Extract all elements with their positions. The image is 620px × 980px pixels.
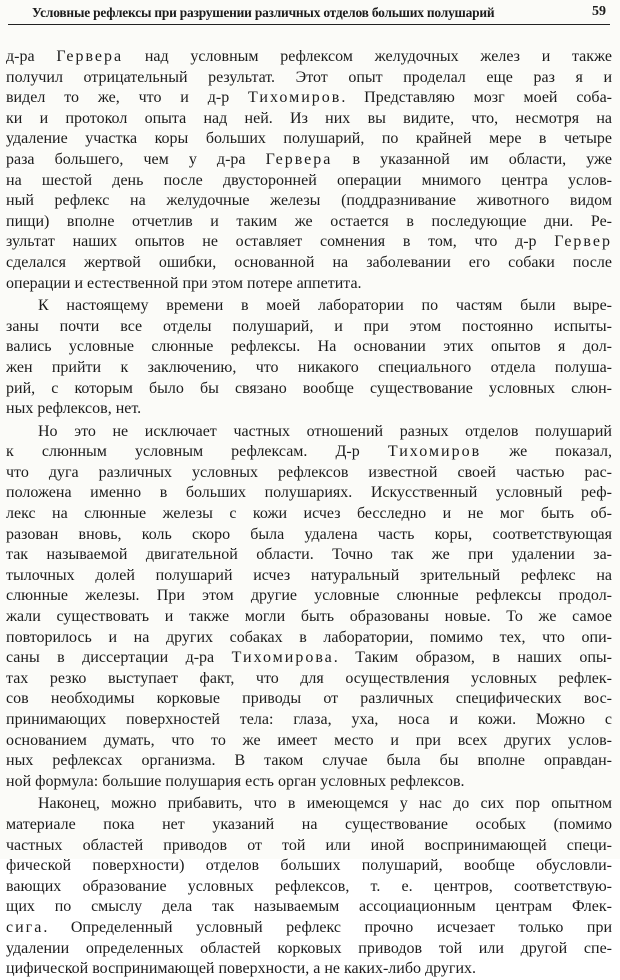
text-line: удаление участка коры больших полушарий, по крайней мере в четыре <box>6 130 612 148</box>
text-line: ный рефлекс на желудочные железы (поддразнивание животного видом <box>6 192 612 210</box>
paragraph-first-line: К настоящему времени в моей лаборатории по частям были выре- <box>38 297 612 315</box>
text-line: тах резко выступает факт, что для осуществления условных рефлек- <box>6 669 612 687</box>
body-text <box>6 47 612 980</box>
text-line: вающих образование условных рефлексов, т. е. центров, соответствую- <box>6 877 612 895</box>
running-header <box>8 2 610 25</box>
text-line: заны почти все отделы полушарий, и при этом постоянно испыты- <box>6 317 612 335</box>
text-line: лекс на слюнные железы с кожи исчез бесследно и не мог быть об- <box>6 505 612 523</box>
text-line: рий, с которым было бы связано вообще существование условных слюн- <box>6 379 612 397</box>
text-line: саны в диссертации д-ра Тихомирова. Таким образом, в наших опы- <box>6 649 612 667</box>
text-line: положена именно в больших полушариях. Искусственный условный реф- <box>6 484 612 502</box>
text-line: частных областей приводов от той или иной воспринимающей специ- <box>6 836 612 854</box>
running-header-title: Условные рефлексы при разрушении различных отделов больших полушарий <box>32 5 495 20</box>
text-line: повторилось и на других собаках в лаборатории, помимо тех, что опи- <box>6 628 612 646</box>
text-line: основанием думать, что то же имеет место и при всех других услов- <box>6 731 612 749</box>
text-line: видел то же, что и д-р Тихомиров. Представляю мозг моей соба- <box>6 89 612 107</box>
text-line: пищи) вполне отчетлив и таким же остается в последующие дни. Ре- <box>6 212 612 230</box>
text-line: зультат наших опытов не оставляет сомнения в том, что д-р Гервер <box>6 233 612 251</box>
text-line: сига. Определенный условный рефлекс прочно исчезает только при <box>6 918 612 936</box>
text-line: цифической воспринимающей поверхности, а не каких-либо других. <box>6 960 477 978</box>
text-line: к слюнным условным рефлексам. Д-р Тихомиров же показал, <box>6 443 612 461</box>
text-line: на шестой день после двусторонней операции мнимого центра услов- <box>6 171 612 189</box>
text-line: что дуга различных условных рефлексов известной своей частью рас- <box>6 463 612 481</box>
text-line: разован вновь, коль скоро была удалена часть коры, соответствующая <box>6 525 612 543</box>
text-line: так называемой двигательной области. Точно так же при удалении за- <box>6 546 612 564</box>
text-line: получил отрицательный результат. Этот опыт проделал еще раз я и <box>6 68 612 86</box>
text-line: вались условные слюнные рефлексы. На основании этих опытов я дол- <box>6 338 612 356</box>
text-line: фической поверхности) отделов больших полушарий, вообще обусловли- <box>6 857 612 875</box>
page-number: 59 <box>592 4 606 19</box>
paragraph-first-line: Но это не исключает частных отношений разных отделов полушарий <box>38 422 612 440</box>
text-line: слюнные железы. При этом другие условные слюнные рефлексы продол- <box>6 587 612 605</box>
text-line: щих по смыслу дела так называемым ассоциационным центрам Флек- <box>6 898 612 916</box>
text-line: ной формула: большие полушария есть орган условных рефлексов. <box>6 772 465 790</box>
text-line: раза большего, чем у д-ра Гервера в указанной им области, уже <box>6 150 612 168</box>
text-line: сов необходимы корковые приводы от различных специфических вос- <box>6 690 612 708</box>
text-line: ных рефлексов, нет. <box>6 400 142 418</box>
text-line: операции и естественной при этом потере аппетита. <box>6 274 362 292</box>
text-line: жали существовать и также могли быть образованы новые. То же самое <box>6 608 612 626</box>
text-line: материале пока нет указаний на существование особых (помимо <box>6 815 612 833</box>
text-line: д-ра Гервера над условным рефлексом желудочных желез и также <box>6 48 612 65</box>
text-line: ных рефлексах организма. В таком случае была бы вполне оправдан- <box>6 752 612 770</box>
text-line: принимающих поверхностей тела: глаза, уха, носа и кожи. Можно с <box>6 711 612 728</box>
text-line: сделался жертвой ошибки, основанной на заболевании его собаки после <box>6 253 612 271</box>
text-line: тылочных долей полушарий исчез натуральный зрительный рефлекс на <box>6 566 612 584</box>
text-line: жен прийти к заключению, что никакого специального отдела полуша- <box>6 358 612 376</box>
paragraph-first-line: Наконец, можно прибавить, что в имеющемся у нас до сих пор опытном <box>38 795 612 813</box>
text-line: удалении определенных областей корковых приводов той или другой спе- <box>6 939 612 957</box>
text-line: ки и протокол опыта над ней. Из них вы видите, что, несмотря на <box>6 109 612 127</box>
